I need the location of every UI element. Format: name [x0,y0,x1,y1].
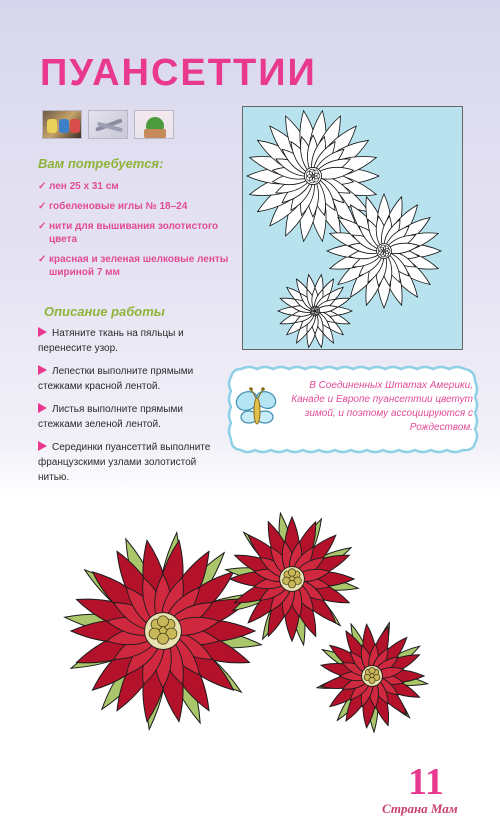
embroidery-pattern [242,106,463,350]
instruction-step: Лепестки выполните прямыми стежками красной лентой. [38,366,194,392]
triangle-bullet-icon [38,403,47,413]
thumbnail-pincushion [134,110,174,139]
thumbnail-strip [42,110,174,139]
thumbnail-scissors [88,110,128,139]
ribbon-poinsettia [65,533,262,730]
flower-outline-pattern [243,107,462,349]
materials-heading: Вам потребуется: [38,156,164,171]
materials-item: ✓ красная и зеленая шелковые ленты шириной 7 мм [38,254,229,278]
note-text: В Соединенных Штатах Америки, Канаде и Европе пуансеттии цветут зимой, и поэтому ассоциируются с Рождеством. [291,380,473,433]
triangle-bullet-icon [38,327,47,337]
checkmark-icon: ✓ [38,181,47,192]
pattern-flower [278,275,352,348]
site-watermark: Страна Мам [382,801,458,816]
instructions-heading: Описание работы [44,304,165,319]
checkmark-icon: ✓ [38,221,47,232]
ribbon-poinsettia [226,513,359,645]
instruction-step: Натяните ткань на пяльцы и перенесите узор. [38,328,184,354]
instructions-list [38,326,228,493]
materials-item: ✓ лен 25 x 31 см [38,181,119,192]
butterfly-icon [233,387,281,435]
materials-item: ✓ нити для вышивания золотистого цвета [38,221,219,245]
page-number: 11 [408,761,444,803]
page-title: ПУАНСЕТТИИ [40,52,317,94]
embroidered-poinsettias-photo [0,500,500,760]
ribbon-poinsettia [317,623,428,733]
triangle-bullet-icon [38,365,47,375]
thumbnail-supplies [42,110,82,139]
triangle-bullet-icon [38,441,47,451]
instruction-step: Серединки пуансеттий выполните французскими узлами золотистой нитью. [38,442,211,483]
materials-list [38,180,238,286]
instruction-step: Листья выполните прямыми стежками зеленой лентой. [38,404,183,430]
checkmark-icon: ✓ [38,201,47,212]
fact-note [227,365,479,454]
checkmark-icon: ✓ [38,254,47,265]
materials-item: ✓ гобеленовые иглы № 18–24 [38,201,188,212]
